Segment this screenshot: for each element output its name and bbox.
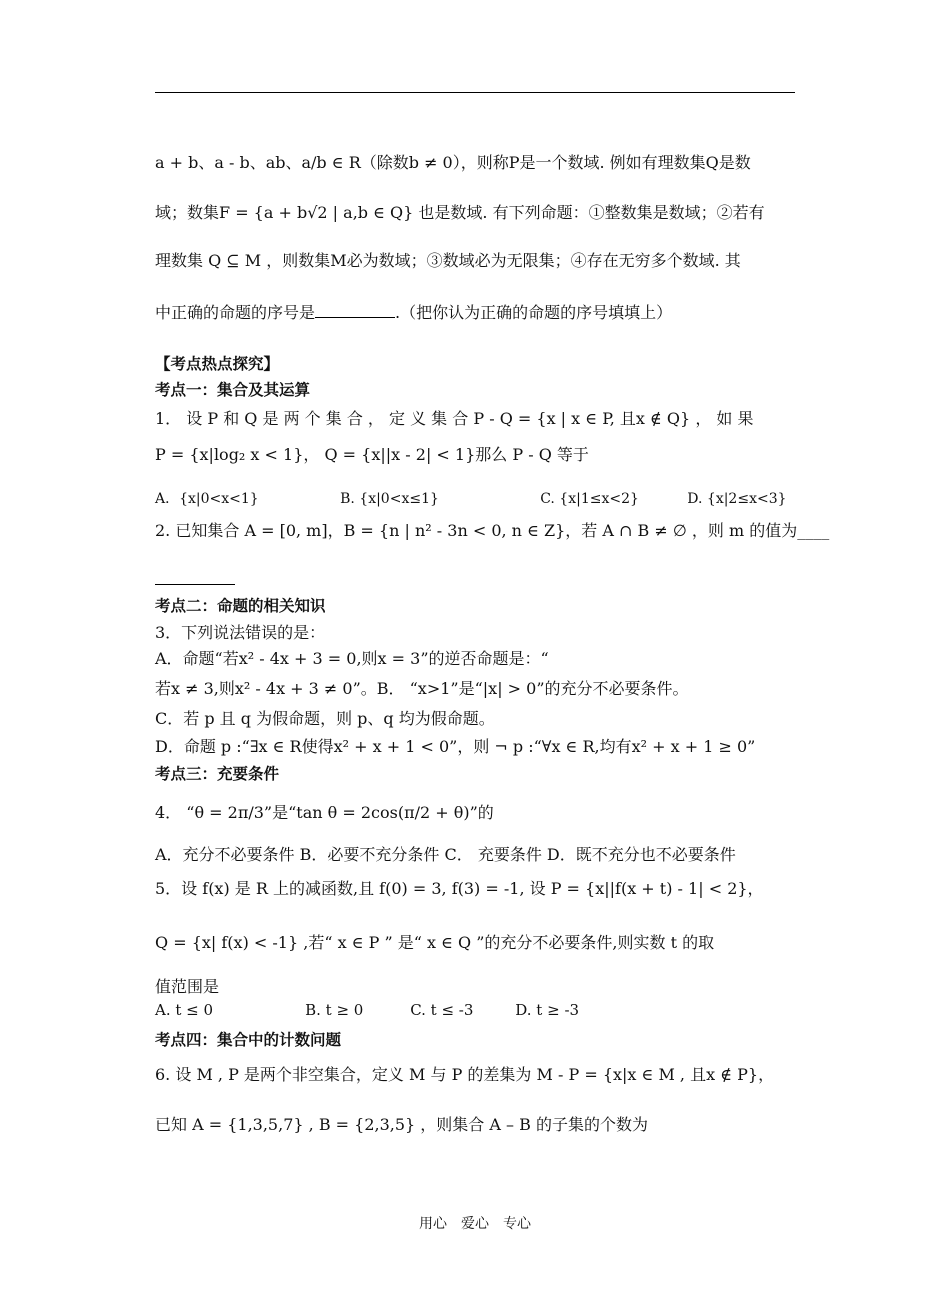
q2-line-1: 2. 已知集合 A = [0, m]，B = {n | n² - 3n < 0, n ∈ Z}，若 A ∩ B ≠ ∅ ，则 m 的值为____	[155, 521, 830, 540]
page-footer: 用心 爱心 专心	[419, 1216, 531, 1232]
q3-line-3: 若x ≠ 3,则x² - 4x + 3 ≠ 0”。B． “x>1”是“|x| > 0”的充分不必要条件。	[155, 679, 689, 698]
q5-choices	[155, 1000, 579, 1019]
q5-choice-d: D. t ≥ -3	[515, 1001, 580, 1019]
q5-choice-a: A. t ≤ 0	[155, 1001, 214, 1019]
q4-line-2: A．充分不必要条件 B．必要不充分条件 C． 充要条件 D．既不充分也不必要条件	[155, 845, 736, 864]
intro-line-3: 理数集 Q ⊆ M ，则数集M必为数域；③数域必为无限集；④存在无穷多个数域. 其	[155, 251, 741, 270]
q1-line-1: 1． 设 P 和 Q 是 两 个 集 合 ， 定 义 集 合 P - Q = {x | x ∈ P, 且x ∉ Q} ， 如 果	[155, 409, 754, 428]
q5-line-3: 值范围是	[155, 977, 220, 996]
q5-choice-c: C. t ≤ -3	[410, 1001, 474, 1019]
kaodian-2-heading: 考点二：命题的相关知识	[155, 597, 326, 615]
q1-choice-a: A．{x|0<x<1}	[155, 491, 259, 507]
q3-line-4: C．若 p 且 q 为假命题，则 p、q 均为假命题。	[155, 709, 495, 728]
q6-line-2: 已知 A = {1,3,5,7} , B = {2,3,5} ，则集合 A – B 的子集的个数为	[155, 1115, 648, 1134]
q1-choice-b: B. {x|0<x≤1}	[340, 491, 439, 507]
q4-line-1: 4． “θ = 2π/3”是“tan θ = 2cos(π/2 + θ)”的	[155, 803, 494, 822]
q6-line-1: 6. 设 M , P 是两个非空集合，定义 M 与 P 的差集为 M - P = {x|x ∈ M , 且x ∉ P}，	[155, 1065, 775, 1084]
header-rule	[155, 92, 795, 93]
q5-choice-b: B. t ≥ 0	[305, 1001, 364, 1019]
kaodian-4-heading: 考点四：集合中的计数问题	[155, 1031, 342, 1049]
intro-line-1: a + b、a - b、ab、a/b ∈ R（除数b ≠ 0），则称P是一个数域. 例如有理数集Q是数	[155, 153, 751, 172]
q3-line-1: 3．下列说法错误的是：	[155, 623, 326, 642]
answer-blank	[315, 303, 395, 318]
section-title: 【考点热点探究】	[155, 355, 280, 373]
intro-line-4a: 中正确的命题的序号是	[155, 303, 316, 322]
intro-line-4b: .（把你认为正确的命题的序号填填上）	[395, 303, 673, 322]
intro-line-2: 域；数集F = {a + b√2 | a,b ∈ Q} 也是数域. 有下列命题：①整数集是数域；②若有	[155, 203, 765, 222]
q2-answer-underline	[155, 584, 235, 585]
q5-line-2: Q = {x| f(x) < -1} ,若“ x ∈ P ” 是“ x ∈ Q ”的充分不必要条件,则实数 t 的取	[155, 933, 715, 952]
q1-choice-c: C. {x|1≤x<2}	[540, 491, 639, 507]
kaodian-1-heading: 考点一：集合及其运算	[155, 381, 311, 399]
q3-line-5: D．命题 p :“∃x ∈ R使得x² + x + 1 < 0”，则 ¬ p :“∀x ∈ R,均有x² + x + 1 ≥ 0”	[155, 737, 756, 756]
q5-line-1: 5．设 f(x) 是 R 上的减函数,且 f(0) = 3, f(3) = -1, 设 P = {x||f(x + t) - 1| < 2}，	[155, 879, 764, 898]
kaodian-3-heading: 考点三：充要条件	[155, 765, 280, 783]
q3-line-2: A．命题“若x² - 4x + 3 = 0,则x = 3”的逆否命题是：“	[155, 649, 549, 668]
q1-choice-d: D. {x|2≤x<3}	[687, 491, 787, 507]
intro-line-4	[155, 300, 672, 323]
q1-line-2: P = {x|log₂ x < 1}， Q = {x||x - 2| < 1}那么 P - Q 等于	[155, 445, 589, 464]
q1-choices	[155, 488, 787, 508]
